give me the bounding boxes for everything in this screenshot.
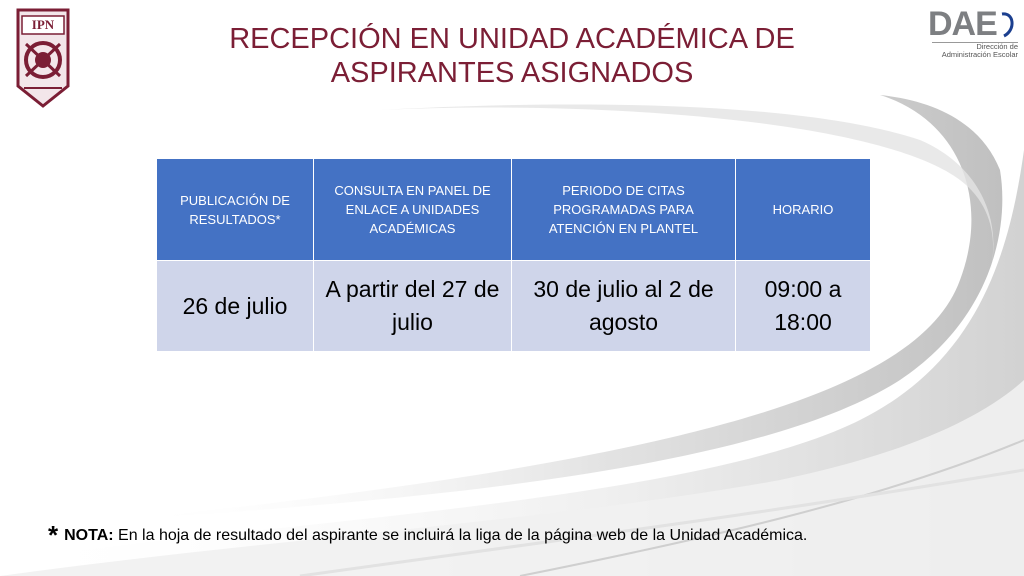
header-periodo: PERIODO DE CITAS PROGRAMADAS PARA ATENCIÓN EN PLANTEL: [512, 159, 736, 261]
dae-subtitle-line1: Dirección de: [976, 42, 1018, 51]
schedule-table: [156, 158, 871, 352]
cell-periodo: 30 de julio al 2 de agosto: [512, 261, 736, 352]
footer-note: [48, 520, 1008, 551]
page-title-line1: RECEPCIÓN EN UNIDAD ACADÉMICA DE: [229, 23, 795, 55]
note-label: NOTA:: [64, 527, 114, 544]
dae-logo-subtitle: [932, 42, 1018, 59]
page-title-line2: ASPIRANTES ASIGNADOS: [330, 57, 694, 89]
table-header-row: [157, 159, 871, 261]
table-row: [157, 261, 871, 352]
ipn-logo: [12, 6, 74, 110]
note-text: En la hoja de resultado del aspirante se incluirá la liga de la página web de la Unidad Académica.: [113, 527, 808, 544]
dae-swirl-icon: [998, 10, 1018, 40]
asterisk: *: [48, 520, 59, 550]
cell-publicacion: 26 de julio: [157, 261, 314, 352]
header-horario: HORARIO: [736, 159, 871, 261]
dae-logo: [928, 6, 1018, 58]
ipn-logo-text: IPN: [31, 17, 55, 32]
page-title: [210, 22, 814, 90]
header-publicacion: PUBLICACIÓN DE RESULTADOS*: [157, 159, 314, 261]
cell-horario: 09:00 a 18:00: [736, 261, 871, 352]
cell-consulta: A partir del 27 de julio: [314, 261, 512, 352]
header-consulta: CONSULTA EN PANEL DE ENLACE A UNIDADES ACADÉMICAS: [314, 159, 512, 261]
dae-logo-letters: DAE: [928, 5, 997, 43]
dae-subtitle-line2: Administración Escolar: [941, 50, 1018, 59]
